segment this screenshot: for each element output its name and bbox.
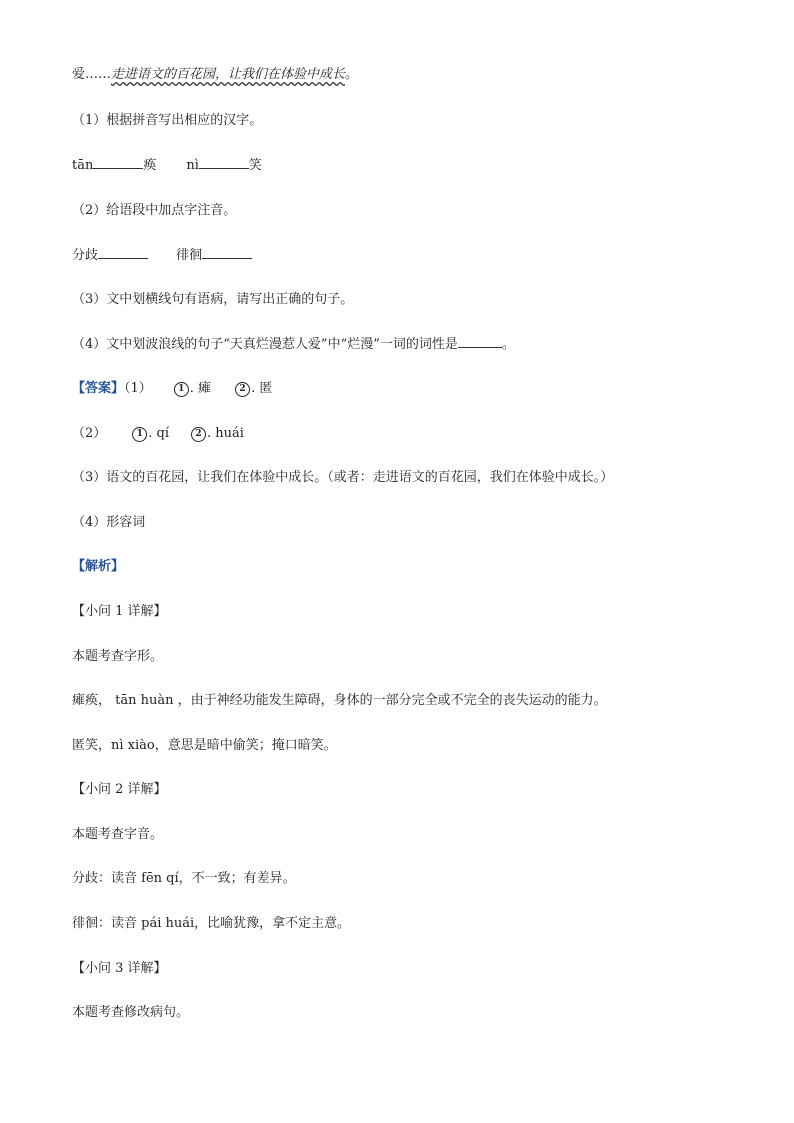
- wavy-underlined-sentence: 走进语文的百花园，让我们在体验中成长: [111, 67, 346, 82]
- answer-2-line: [72, 424, 244, 444]
- answer-tag: 【答案】: [72, 381, 125, 396]
- passage-text: 爱……: [72, 67, 112, 82]
- question-1: （1）根据拼音写出相应的汉字。: [72, 113, 263, 128]
- sub-question-2-text: 徘徊：读音 pái huái，比喻犹豫，拿不定主意。: [72, 916, 351, 931]
- answer-4: （4）形容词: [72, 515, 146, 530]
- sub-question-1-text: 瘫痪， tān huàn ，由于神经功能发生障碍，身体的一部分完全或不完全的丧失运动的能力。: [72, 693, 607, 708]
- sub-question-2-text: 本题考查字音。: [72, 827, 164, 842]
- answer-blank: [202, 246, 252, 259]
- circled-number: 1: [174, 382, 189, 397]
- circled-number: 2: [191, 427, 206, 442]
- sub-question-1-heading: 【小问 1 详解】: [72, 604, 167, 619]
- answer-item: . 匿: [251, 381, 273, 396]
- pinyin-ni: nì: [186, 158, 199, 173]
- question-4: [72, 335, 515, 355]
- sub-question-1-text: 本题考查字形。: [72, 649, 164, 664]
- question-2: （2）给语段中加点字注音。: [72, 203, 237, 218]
- answer-blank: [199, 156, 249, 169]
- char-huan: 痪: [143, 158, 157, 173]
- answer-3: （3）语文的百花园，让我们在体验中成长。（或者：走进语文的百花园，我们在体验中成长。）: [72, 470, 614, 485]
- sub-question-2-text: 分歧：读音 fēn qí，不一致；有差异。: [72, 871, 296, 886]
- question-2-blanks: [72, 246, 252, 266]
- answer-number: （2）: [72, 426, 107, 441]
- answer-blank: [458, 335, 502, 348]
- sub-question-3-text: 本题考查修改病句。: [72, 1005, 190, 1020]
- question-4-text: （4）文中划波浪线的句子“天真烂漫惹人爱”中“烂漫”一词的词性是: [72, 337, 458, 352]
- answer-1-line: [72, 379, 272, 399]
- question-3: （3）文中划横线句有语病，请写出正确的句子。: [72, 292, 354, 307]
- answer-number: （1）: [124, 381, 152, 396]
- period: 。: [501, 337, 515, 352]
- circled-number: 1: [132, 427, 147, 442]
- sub-question-3-heading: 【小问 3 详解】: [72, 961, 167, 976]
- answer-blank: [93, 156, 143, 169]
- char-xiao: 笑: [248, 158, 262, 173]
- sub-question-2-heading: 【小问 2 详解】: [72, 782, 167, 797]
- word-fenqi: 分歧: [72, 248, 99, 263]
- answer-blank: [98, 246, 148, 259]
- answer-item: . huái: [207, 426, 244, 441]
- period: 。: [345, 67, 359, 82]
- answer-item: . 瘫: [189, 381, 212, 396]
- answer-item: . qí: [148, 426, 170, 441]
- question-1-blanks: [72, 156, 262, 176]
- analysis-tag: 【解析】: [72, 559, 125, 574]
- passage-ending-line: [72, 65, 358, 85]
- pinyin-tan: tān: [72, 158, 94, 173]
- word-paihuai: 徘徊: [176, 248, 203, 263]
- sub-question-1-text: 匿笑，nì xiào，意思是暗中偷笑；掩口暗笑。: [72, 738, 337, 753]
- circled-number: 2: [235, 382, 250, 397]
